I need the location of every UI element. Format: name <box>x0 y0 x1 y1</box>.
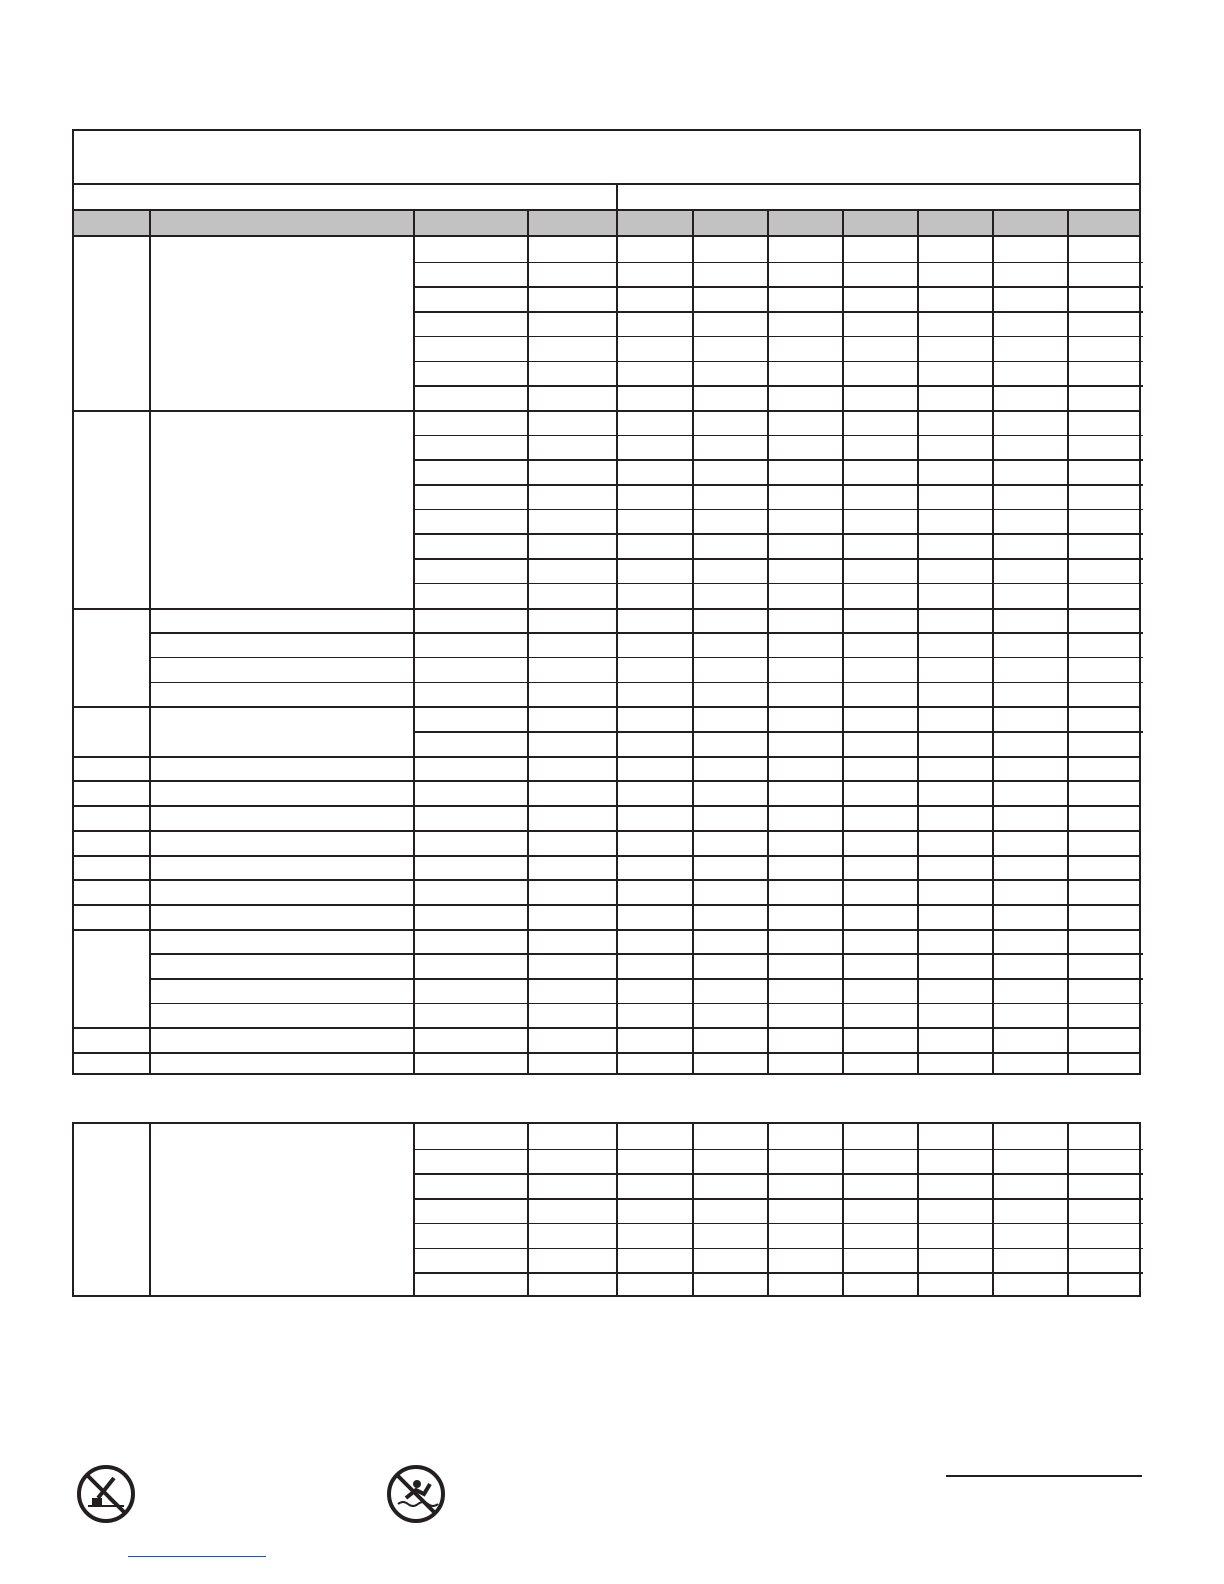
group-divider <box>74 805 1139 807</box>
group-divider <box>74 756 1139 758</box>
row-divider <box>413 286 1143 288</box>
group-divider <box>74 855 1139 857</box>
row-divider <box>149 1003 1143 1005</box>
lower-table <box>72 1122 1141 1297</box>
group-divider <box>74 929 1139 931</box>
group-divider <box>74 608 1139 610</box>
group-divider <box>74 904 1139 906</box>
row-divider <box>149 657 1143 659</box>
row-divider <box>149 953 1143 955</box>
row-divider <box>413 336 1143 338</box>
main-table <box>72 129 1141 1075</box>
group-divider <box>74 830 1139 832</box>
row-divider <box>413 583 1143 585</box>
group-divider <box>74 780 1139 782</box>
group-divider <box>74 410 1139 412</box>
row-divider <box>413 558 1143 560</box>
group-divider <box>74 1027 1139 1029</box>
row-divider <box>413 361 1143 363</box>
title-divider <box>74 183 1139 185</box>
column-line <box>692 211 694 1073</box>
row-divider <box>413 1149 1143 1151</box>
column-line <box>1067 211 1069 1073</box>
row-divider <box>413 1223 1143 1225</box>
column-header-divider <box>74 235 1139 237</box>
row-divider <box>413 731 1143 733</box>
row-divider <box>413 262 1143 264</box>
row-divider <box>413 509 1143 511</box>
group-divider <box>74 879 1139 881</box>
column-line <box>767 211 769 1073</box>
column-line <box>616 211 618 1073</box>
group-divider <box>74 1052 1139 1054</box>
no-swimming-icon <box>386 1464 446 1524</box>
row-divider <box>149 632 1143 634</box>
signature-line <box>946 1475 1142 1477</box>
row-divider <box>413 1173 1143 1175</box>
row-divider <box>413 435 1143 437</box>
row-divider <box>149 682 1143 684</box>
column-line <box>917 211 919 1073</box>
row-divider <box>413 484 1143 486</box>
row-divider <box>413 459 1143 461</box>
left-right-divider <box>616 183 618 211</box>
column-line <box>149 1124 151 1295</box>
row-divider <box>149 978 1143 980</box>
column-header-band <box>74 211 1139 235</box>
row-divider <box>413 311 1143 313</box>
row-divider <box>413 533 1143 535</box>
row-divider <box>413 385 1143 387</box>
row-divider <box>413 1272 1143 1274</box>
column-line <box>413 211 415 1073</box>
column-line <box>992 211 994 1073</box>
group-divider <box>74 706 1139 708</box>
column-line <box>842 211 844 1073</box>
column-line <box>527 211 529 1073</box>
column-line <box>149 211 151 1073</box>
row-divider <box>413 1248 1143 1250</box>
footer-link[interactable] <box>128 1556 266 1557</box>
row-divider <box>413 1198 1143 1200</box>
no-digging-icon <box>76 1464 136 1524</box>
